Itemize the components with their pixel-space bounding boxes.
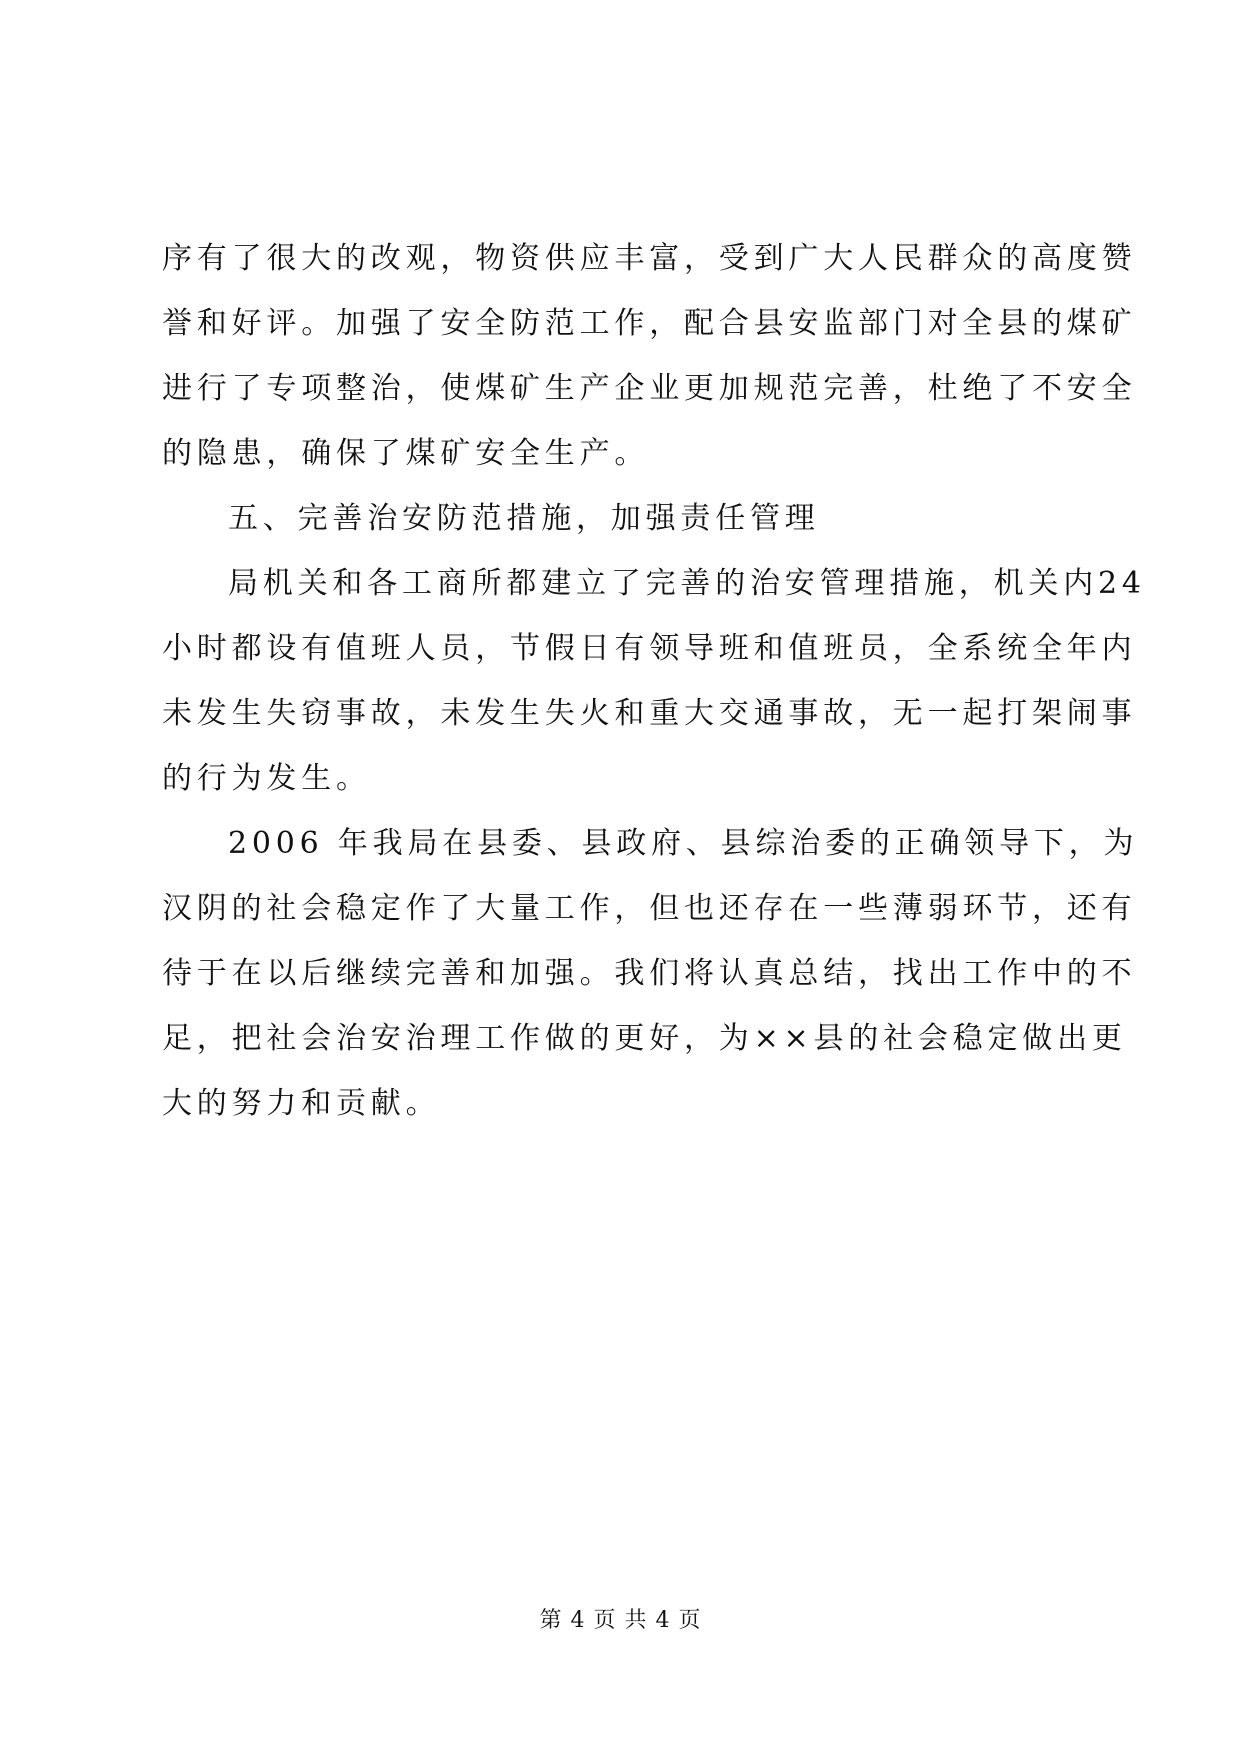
- text-line: 誉和好评。加强了安全防范工作，配合县安监部门对全县的煤矿: [162, 306, 1137, 341]
- page-number-footer: 第 4 页 共 4 页: [539, 1608, 702, 1633]
- document-body: [162, 226, 1146, 1136]
- text-line: 足，把社会治安治理工作做的更好，为××县的社会稳定做出更: [162, 1021, 1127, 1056]
- text-line: 进行了专项整治，使煤矿生产企业更加规范完善，杜绝了不安全: [162, 371, 1137, 406]
- text-line: 的隐患，确保了煤矿安全生产。: [162, 436, 650, 471]
- text-line: 汉阴的社会稳定作了大量工作，但也还存在一些薄弱环节，还有: [162, 891, 1137, 926]
- text-line: 2006 年我局在县委、县政府、县综治委的正确领导下，为: [228, 826, 1139, 861]
- text-line: 待于在以后继续完善和加强。我们将认真总结，找出工作中的不: [162, 956, 1137, 991]
- text-line: 的行为发生。: [162, 761, 371, 796]
- text-line: 局机关和各工商所都建立了完善的治安管理措施，机关内24: [228, 566, 1146, 601]
- text-line: 大的努力和贡献。: [162, 1086, 441, 1121]
- text-line: 小时都设有值班人员，节假日有领导班和值班员，全系统全年内: [162, 631, 1137, 666]
- section-heading: 五、完善治安防范措施，加强责任管理: [228, 501, 820, 536]
- text-line: 未发生失窃事故，未发生失火和重大交通事故，无一起打架闹事: [162, 696, 1137, 731]
- text-line: 序有了很大的改观，物资供应丰富，受到广大人民群众的高度赞: [162, 241, 1137, 276]
